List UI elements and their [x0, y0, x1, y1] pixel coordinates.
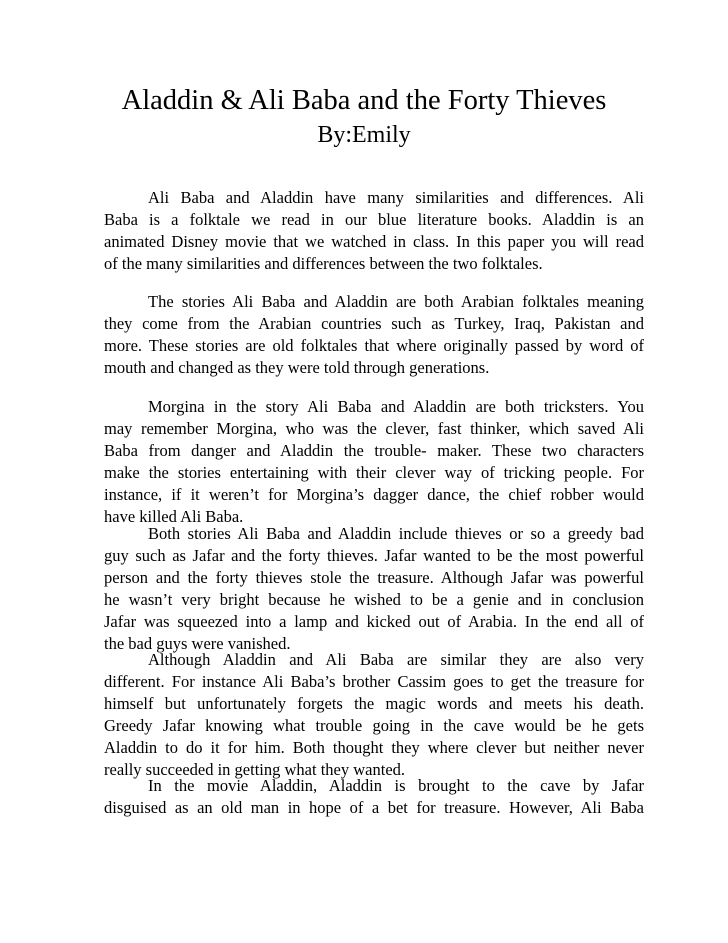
text-line: The stories Ali Baba and Aladdin are both Arabian folktales meaning — [148, 292, 644, 311]
text-line: make the stories entertaining with their clever way of tricking people. For — [104, 463, 644, 482]
paragraph-intro — [104, 187, 644, 275]
text-line: Although Aladdin and Ali Baba are similar they are also very — [148, 650, 644, 669]
text-line: different. For instance Ali Baba’s brother Cassim goes to get the treasure for — [104, 672, 644, 691]
text-line: guy such as Jafar and the forty thieves. Jafar wanted to be the most powerful — [104, 546, 644, 565]
text-line: they come from the Arabian countries such as Turkey, Iraq, Pakistan and — [104, 314, 644, 333]
text-line: Jafar was squeezed into a lamp and kicked out of Arabia. In the end all of — [104, 612, 644, 631]
text-line: animated Disney movie that we watched in class. In this paper you will read — [104, 232, 644, 251]
paragraph-origins — [104, 291, 644, 379]
text-line: the bad guys were vanished. — [104, 634, 291, 653]
text-line: disguised as an old man in hope of a bet for treasure. However, Ali Baba — [104, 798, 644, 817]
text-line: mouth and changed as they were told through generations. — [104, 358, 490, 377]
text-line: Ali Baba and Aladdin have many similarities and differences. Ali — [148, 188, 644, 207]
text-line: Morgina in the story Ali Baba and Aladdin are both tricksters. You — [148, 397, 644, 416]
text-line: Baba from danger and Aladdin the trouble- maker. These two characters — [104, 441, 644, 460]
text-line: really succeeded in getting what they wanted. — [104, 760, 406, 779]
paragraph-cave — [104, 775, 644, 819]
text-line: instance, if it weren’t for Morgina’s dagger dance, the chief robber would — [104, 485, 644, 504]
text-line: Aladdin to do it for him. Both thought they where clever but neither never — [104, 738, 644, 757]
text-line: of the many similarities and differences between the two folktales. — [104, 254, 543, 273]
text-line: may remember Morgina, who was the clever, fast thinker, which saved Ali — [104, 419, 644, 438]
text-line: have killed Ali Baba. — [104, 507, 244, 526]
text-line: Both stories Ali Baba and Aladdin include thieves or so a greedy bad — [148, 524, 644, 543]
text-line: he wasn’t very bright because he wished to be a genie and in conclusion — [104, 590, 644, 609]
author-byline: By:Emily — [317, 122, 411, 148]
text-line: himself but unfortunately forgets the magic words and meets his death. — [104, 694, 644, 713]
text-line: more. These stories are old folktales that where originally passed by word of — [104, 336, 644, 355]
paragraph-tricksters — [104, 396, 644, 528]
paragraph-thieves — [104, 523, 644, 655]
text-line: Baba is a folktale we read in our blue literature books. Aladdin is an — [104, 210, 644, 229]
document-title: Aladdin & Ali Baba and the Forty Thieves — [121, 85, 607, 116]
text-line: person and the forty thieves stole the treasure. Although Jafar was powerful — [104, 568, 644, 587]
text-line: Greedy Jafar knowing what trouble going in the cave would be he gets — [104, 716, 644, 735]
text-line: In the movie Aladdin, Aladdin is brought to the cave by Jafar — [148, 776, 644, 795]
paragraph-differences — [104, 649, 644, 781]
